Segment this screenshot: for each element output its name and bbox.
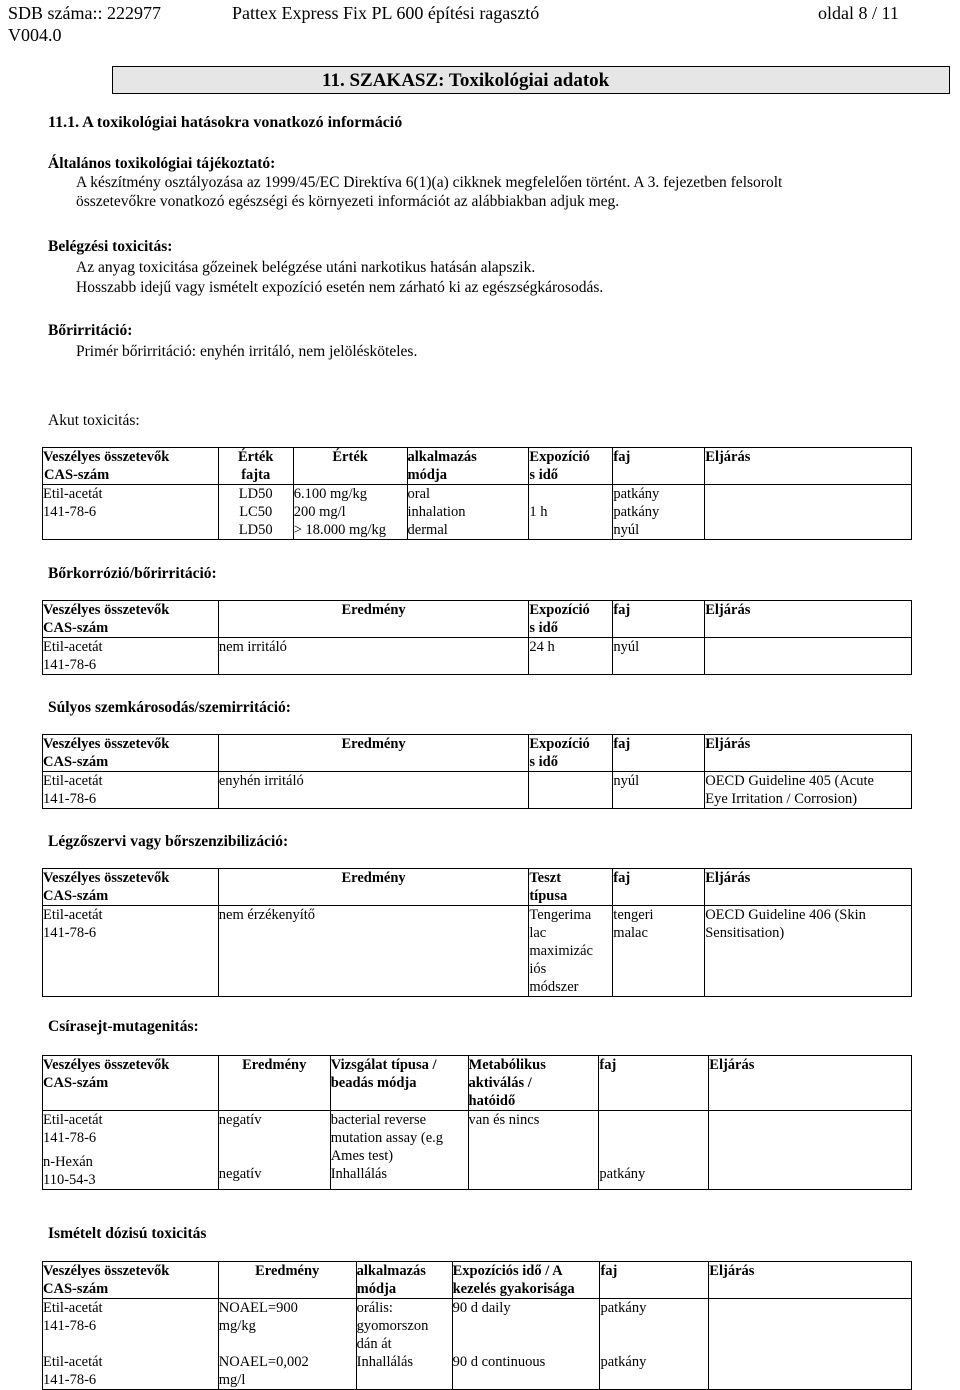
col-species: faj: [613, 869, 705, 906]
col-substance: Veszélyes összetevők: [43, 602, 170, 618]
col-route: alkalmazás: [407, 449, 477, 465]
substance-name: Etil-acetát: [43, 1112, 103, 1128]
test-type: maximizác: [529, 943, 593, 959]
col-study: Vizsgálat típusa /: [330, 1057, 437, 1073]
substance-name: n-Hexán: [43, 1154, 93, 1170]
method: OECD Guideline 406 (Skin: [705, 907, 866, 923]
inhalation-text-line2: Hosszabb idejű vagy ismételt expozíció esetén nem zárható ki az egészségkárosodás.: [76, 279, 604, 296]
repeated-dose-heading: Ismételt dózisú toxicitás: [48, 1225, 207, 1242]
col-exposure: Expozíció: [529, 602, 590, 618]
species: patkány: [599, 1166, 646, 1182]
col-result: Eredmény: [218, 869, 529, 906]
cas-number: 141-78-6: [43, 1318, 97, 1334]
species: patkány: [613, 504, 660, 520]
table-header-row: [43, 869, 912, 906]
col-activation-2: aktiválás /: [468, 1075, 532, 1091]
species: patkány: [600, 1300, 647, 1316]
substance-name: Etil-acetát: [43, 1354, 103, 1370]
col-route-2: módja: [407, 467, 448, 483]
inhalation-text-line1: Az anyag toxicitása gőzeinek belégzése utáni narkotikus hatásán alapszik.: [76, 259, 536, 276]
table-header-row: [43, 1056, 912, 1111]
col-exposure-2: kezelés gyakorisága: [452, 1281, 575, 1297]
value-type: LC50: [239, 504, 273, 520]
substance-name: Etil-acetát: [43, 486, 103, 502]
col-substance: Veszélyes összetevők: [43, 870, 170, 886]
acute-toxicity-table: [42, 447, 912, 540]
test-type: lac: [529, 925, 547, 941]
sensitisation-heading: Légzőszervi vagy bőrszenzibilizáció:: [48, 833, 289, 850]
method: [709, 1299, 912, 1390]
method-2: Sensitisation): [705, 925, 785, 941]
exposure: 90 d daily: [452, 1300, 511, 1316]
col-cas: CAS-szám: [43, 1281, 109, 1297]
value: 6.100 mg/kg: [293, 486, 367, 502]
study-type: Ames test): [330, 1148, 394, 1164]
method: [705, 485, 912, 540]
study-type: bacterial reverse: [330, 1112, 427, 1128]
col-method: Eljárás: [705, 735, 912, 772]
value: 200 mg/l: [293, 504, 346, 520]
section-title: 11. SZAKASZ: Toxikológiai adatok: [322, 70, 610, 91]
col-test: Teszt: [529, 870, 562, 886]
skin-irritation-text: Primér bőrirritáció: enyhén irritáló, nem jelölésköteles.: [76, 343, 418, 360]
species: patkány: [613, 486, 660, 502]
col-species: faj: [600, 1262, 709, 1299]
result-2: mg/kg: [218, 1318, 256, 1334]
table-row: [43, 1299, 912, 1390]
table-header-row: [43, 601, 912, 638]
substance-name: Etil-acetát: [43, 1300, 103, 1316]
test-type: Tengerima: [529, 907, 592, 923]
cas-number: 141-78-6: [43, 504, 97, 520]
col-species: faj: [613, 448, 705, 485]
col-study-2: beadás módja: [330, 1075, 417, 1091]
result-2: mg/l: [218, 1372, 246, 1388]
col-substance: Veszélyes összetevők: [43, 449, 170, 465]
eye-damage-table: [42, 734, 912, 809]
species: patkány: [600, 1354, 647, 1370]
cas-number: 110-54-3: [43, 1172, 96, 1188]
col-substance: Veszélyes összetevők: [43, 1263, 170, 1279]
method-2: Eye Irritation / Corrosion): [705, 791, 858, 807]
page-number: oldal 8 / 11: [818, 3, 899, 23]
col-method: Eljárás: [709, 1056, 912, 1111]
col-value-type-2: fajta: [241, 467, 271, 483]
col-cas: CAS-szám: [44, 467, 110, 483]
col-result: Eredmény: [218, 735, 529, 772]
col-result: Eredmény: [218, 1056, 330, 1111]
col-test-2: típusa: [529, 888, 568, 904]
col-cas: CAS-szám: [43, 1075, 109, 1091]
sensitisation-table: [42, 868, 912, 997]
substance-name: Etil-acetát: [43, 907, 103, 923]
col-value-type: Érték: [238, 449, 274, 465]
route: inhalation: [407, 504, 466, 520]
col-exposure-2: s idő: [529, 620, 559, 636]
result: NOAEL=900: [218, 1300, 298, 1316]
col-route-2: módja: [356, 1281, 397, 1297]
table-row: [43, 638, 912, 675]
test-type: módszer: [529, 979, 579, 995]
sds-number: SDB száma:: 222977: [8, 3, 161, 23]
route: oral: [407, 486, 431, 502]
exposure: 24 h: [529, 638, 613, 675]
col-species: faj: [599, 1056, 709, 1111]
route: dermal: [407, 522, 448, 538]
col-method: Eljárás: [705, 448, 912, 485]
result: enyhén irritáló: [218, 772, 529, 809]
cas-number: 141-78-6: [43, 791, 97, 807]
route: orális:: [356, 1300, 393, 1316]
col-cas: CAS-szám: [43, 754, 109, 770]
species: nyúl: [613, 772, 705, 809]
cas-number: 141-78-6: [43, 1130, 97, 1146]
exposure: 1 h: [529, 504, 548, 520]
col-result: Eredmény: [218, 1262, 356, 1299]
exposure: [529, 772, 613, 809]
acute-heading: Akut toxicitás:: [48, 412, 140, 429]
test-type: iós: [529, 961, 547, 977]
skin-corrosion-heading: Bőrkorrózió/bőrirritáció:: [48, 565, 217, 582]
col-activation: Metabólikus: [468, 1057, 546, 1073]
result: NOAEL=0,002: [218, 1354, 309, 1370]
result: nem irritáló: [218, 638, 529, 675]
col-exposure: Expozíció: [529, 449, 590, 465]
route-2: gyomorszon: [356, 1318, 429, 1334]
value-type: LD50: [238, 486, 273, 502]
species: nyúl: [613, 522, 640, 538]
result: negatív: [218, 1112, 262, 1128]
substance-name: Etil-acetát: [43, 773, 103, 789]
table-row: [43, 485, 912, 540]
method: OECD Guideline 405 (Acute: [705, 773, 874, 789]
general-heading: Általános toxikológiai tájékoztató:: [48, 155, 276, 172]
mutagenicity-table: [42, 1055, 912, 1190]
col-exposure: Expozíció: [529, 736, 590, 752]
col-species: faj: [613, 601, 705, 638]
col-exposure: Expozíciós idő / A: [452, 1263, 563, 1279]
exposure: 90 d continuous: [452, 1354, 546, 1370]
study-type: Inhallálás: [330, 1166, 388, 1182]
activation: van és nincs: [468, 1111, 599, 1190]
col-method: Eljárás: [705, 601, 912, 638]
route: Inhallálás: [356, 1354, 414, 1370]
repeated-dose-table: [42, 1261, 912, 1390]
general-text-line2: összetevőkre vonatkozó egészségi és környezeti információt az alábbiakban adjuk meg.: [76, 193, 620, 210]
col-exposure-2: s idő: [529, 467, 559, 483]
species-2: malac: [613, 925, 648, 941]
table-row: [43, 1111, 912, 1190]
substance-name: Etil-acetát: [43, 639, 103, 655]
cas-number: 141-78-6: [43, 1372, 97, 1388]
result: negatív: [218, 1166, 262, 1182]
eye-damage-heading: Súlyos szemkárosodás/szemirritáció:: [48, 699, 291, 716]
table-header-row: [43, 1262, 912, 1299]
species: tengeri: [613, 907, 654, 923]
col-result: Eredmény: [218, 601, 529, 638]
table-row: [43, 772, 912, 809]
col-method: Eljárás: [705, 869, 912, 906]
col-cas: CAS-szám: [43, 620, 109, 636]
value-type: LD50: [238, 522, 273, 538]
table-header-row: [43, 735, 912, 772]
study-type: mutation assay (e.g: [330, 1130, 444, 1146]
col-substance: Veszélyes összetevők: [43, 736, 170, 752]
route-3: dán át: [356, 1336, 392, 1352]
skin-irritation-heading: Bőrirritáció:: [48, 322, 133, 339]
value: > 18.000 mg/kg: [293, 522, 387, 538]
col-cas: CAS-szám: [43, 888, 109, 904]
cas-number: 141-78-6: [43, 925, 97, 941]
version-label: V004.0: [8, 25, 62, 45]
col-substance: Veszélyes összetevők: [43, 1057, 170, 1073]
col-species: faj: [613, 735, 705, 772]
product-name: Pattex Express Fix PL 600 építési ragasztó: [232, 3, 540, 23]
col-value: Érték: [293, 448, 407, 485]
result: nem érzékenyítő: [218, 906, 529, 997]
skin-corrosion-table: [42, 600, 912, 675]
section-subtitle: 11.1. A toxikológiai hatásokra vonatkozó információ: [48, 114, 403, 131]
col-activation-3: hatóidő: [468, 1093, 516, 1109]
method: [709, 1111, 912, 1190]
method: [705, 638, 912, 675]
table-row: [43, 906, 912, 997]
cas-number: 141-78-6: [43, 657, 97, 673]
col-exposure-2: s idő: [529, 754, 559, 770]
col-route: alkalmazás: [356, 1263, 426, 1279]
col-method: Eljárás: [709, 1262, 912, 1299]
general-text-line1: A készítmény osztályozása az 1999/45/EC Direktíva 6(1)(a) cikknek megfelelően történt. A 3. fejezetben felsorolt: [76, 174, 783, 191]
mutagenicity-heading: Csírasejt-mutagenitás:: [48, 1018, 199, 1035]
inhalation-heading: Belégzési toxicitás:: [48, 238, 173, 255]
species: nyúl: [613, 638, 705, 675]
table-header-row: [43, 448, 912, 485]
